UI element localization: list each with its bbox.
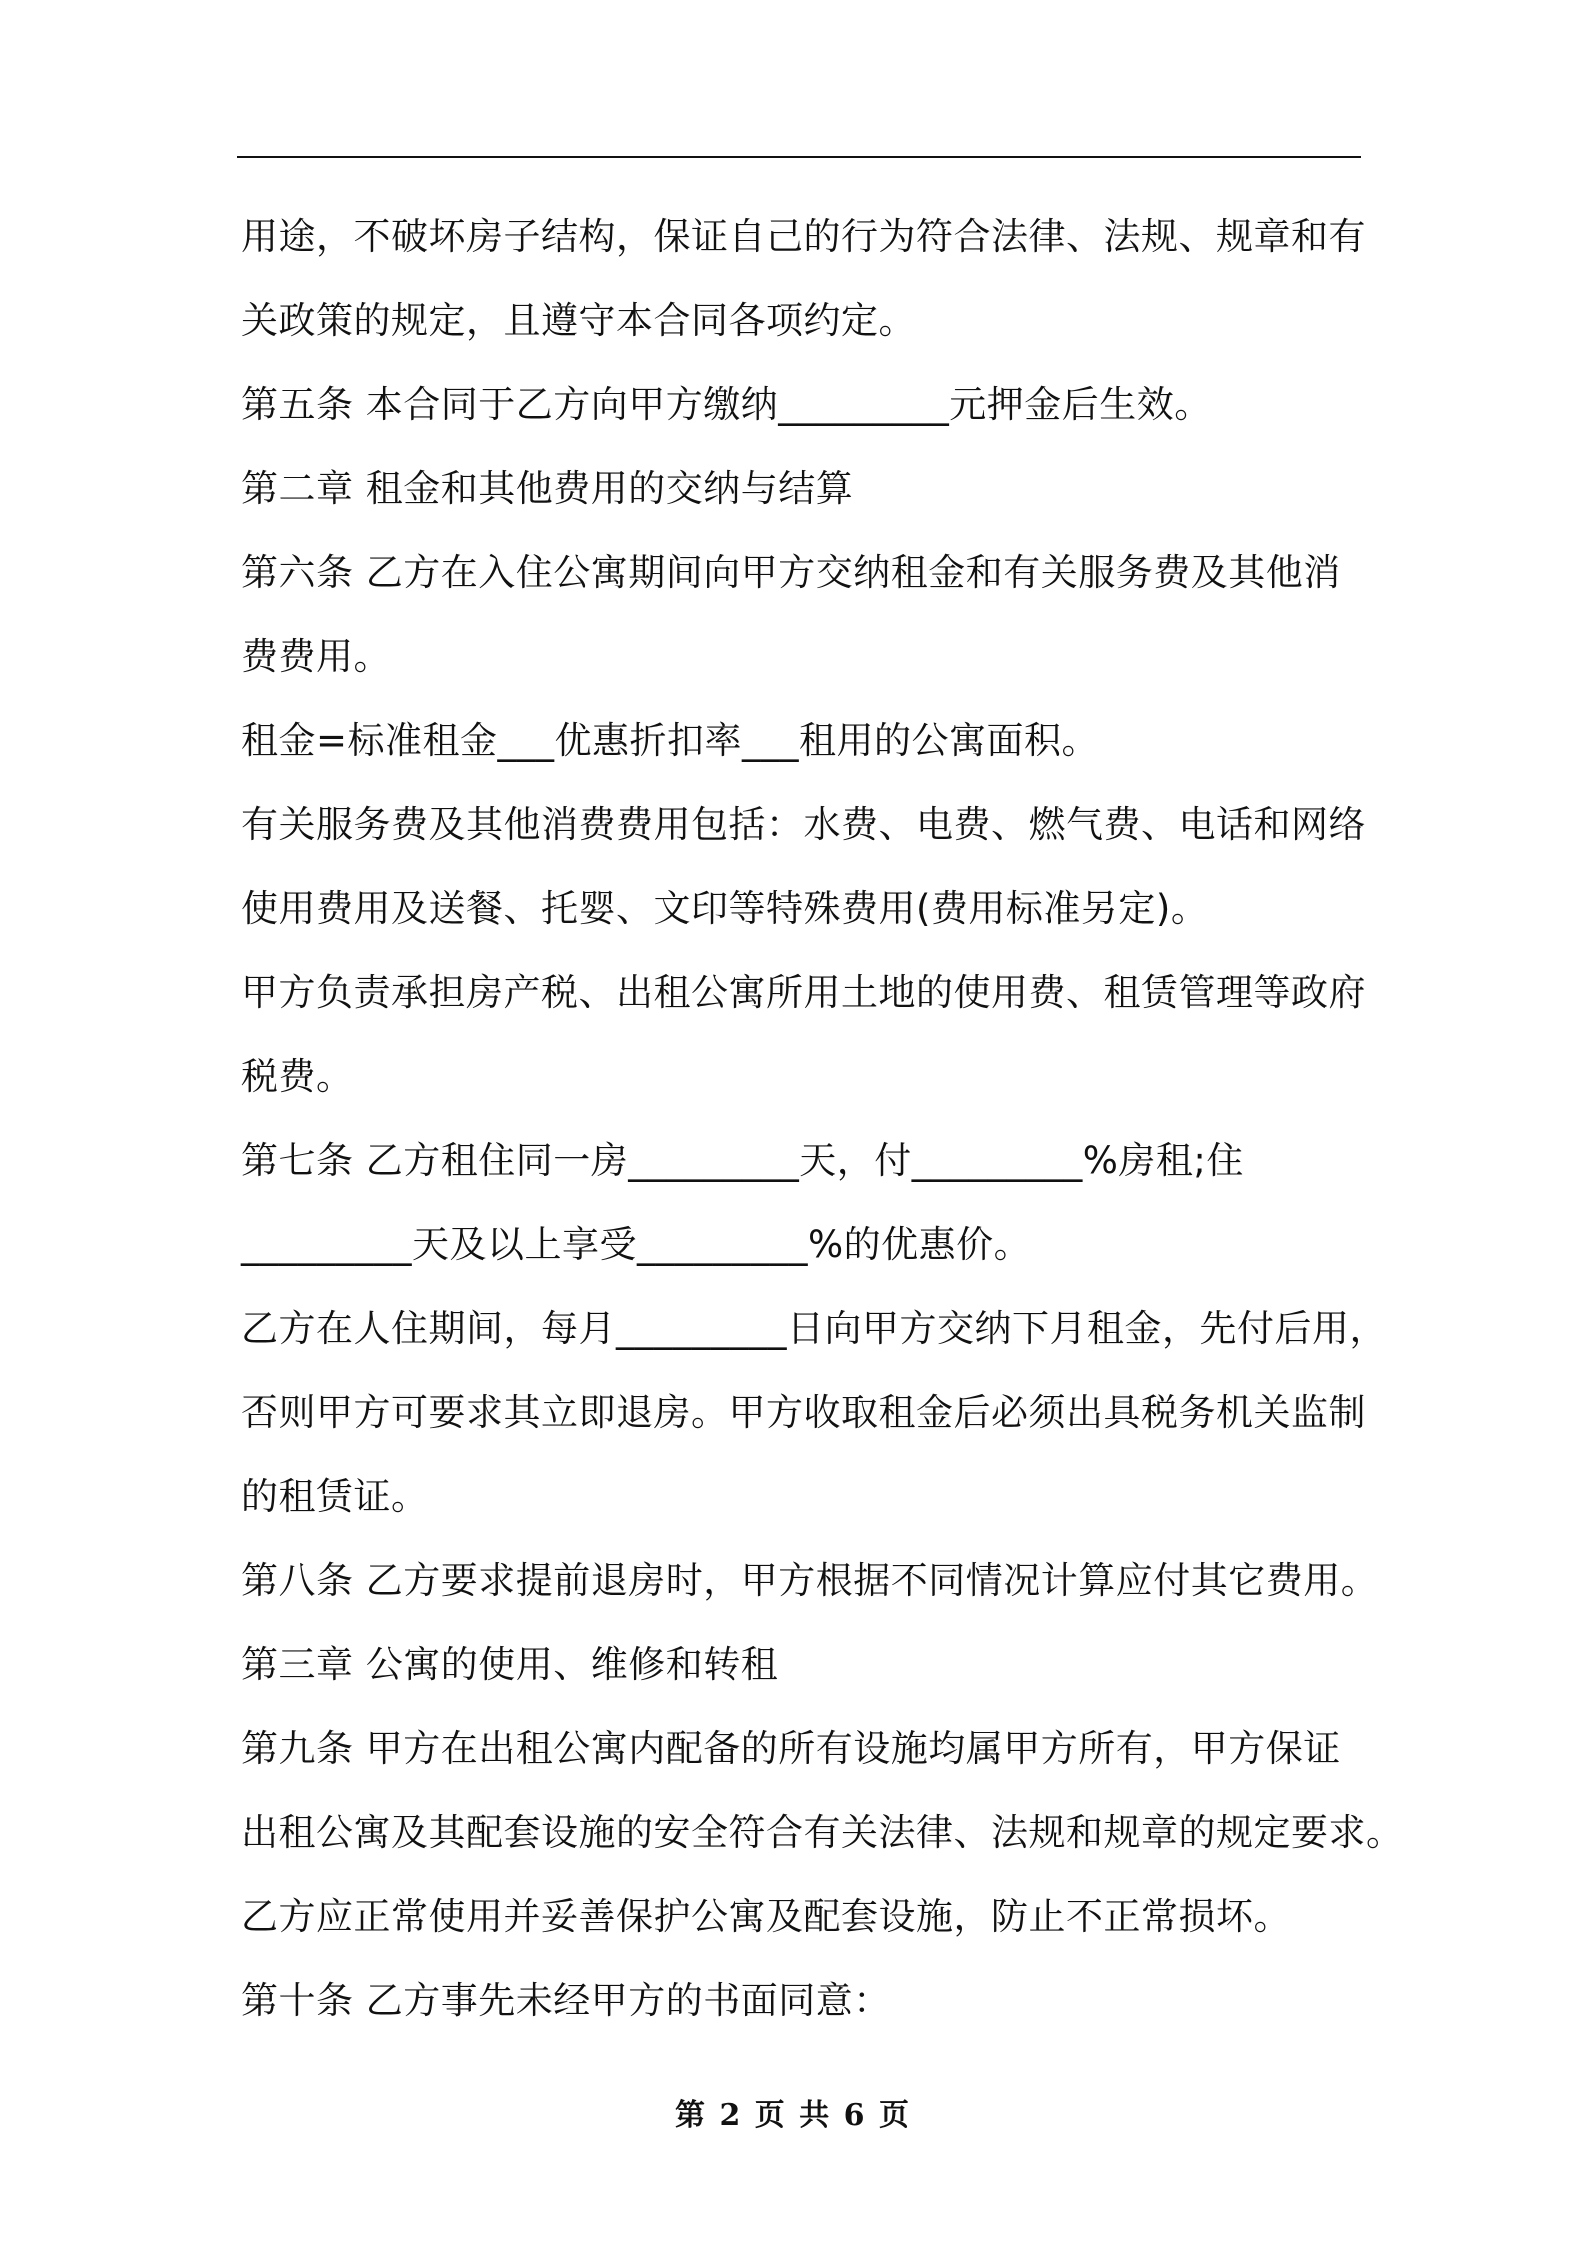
text-line: 使用费用及送餐、托婴、文印等特殊费用(费用标准另定)。 bbox=[241, 887, 1209, 930]
text-line: 有关服务费及其他消费费用包括：水费、电费、燃气费、电话和网络 bbox=[241, 803, 1366, 846]
text-line: 乙方应正常使用并妥善保护公寓及配套设施，防止不正常损坏。 bbox=[241, 1895, 1291, 1938]
rent-formula: 租金=标准租金___优惠折扣率___租用的公寓面积。 bbox=[241, 719, 1100, 762]
article-5: 第五条 本合同于乙方向甲方缴纳_________元押金后生效。 bbox=[241, 383, 1212, 426]
header-rule bbox=[237, 156, 1361, 158]
text-line: 关政策的规定，且遵守本合同各项约定。 bbox=[241, 299, 916, 342]
document-body bbox=[241, 195, 1404, 2043]
text-line: _________天及以上享受_________%的优惠价。 bbox=[241, 1223, 1032, 1266]
article-8: 第八条 乙方要求提前退房时，甲方根据不同情况计算应付其它费用。 bbox=[241, 1559, 1379, 1602]
article-10: 第十条 乙方事先未经甲方的书面同意： bbox=[241, 1979, 891, 2022]
text-line: 用途，不破坏房子结构，保证自己的行为符合法律、法规、规章和有 bbox=[241, 215, 1366, 258]
text-line: 甲方负责承担房产税、出租公寓所用土地的使用费、租赁管理等政府 bbox=[241, 971, 1366, 1014]
text-line: 否则甲方可要求其立即退房。甲方收取租金后必须出具税务机关监制 bbox=[241, 1391, 1366, 1434]
article-6: 第六条 乙方在入住公寓期间向甲方交纳租金和有关服务费及其他消 bbox=[241, 551, 1341, 594]
text-line: 乙方在人住期间，每月_________日向甲方交纳下月租金，先付后用， bbox=[241, 1307, 1387, 1350]
text-line: 的租赁证。 bbox=[241, 1475, 429, 1518]
article-9: 第九条 甲方在出租公寓内配备的所有设施均属甲方所有，甲方保证 bbox=[241, 1727, 1341, 1770]
page-number: 第 2 页 共 6 页 bbox=[675, 2098, 911, 2133]
chapter-2-heading: 第二章 租金和其他费用的交纳与结算 bbox=[241, 467, 854, 510]
chapter-3-heading: 第三章 公寓的使用、维修和转租 bbox=[241, 1643, 779, 1686]
text-line: 费费用。 bbox=[241, 635, 391, 678]
article-7: 第七条 乙方租住同一房_________天，付_________%房租;住 bbox=[241, 1139, 1244, 1182]
text-line: 出租公寓及其配套设施的安全符合有关法律、法规和规章的规定要求。 bbox=[241, 1811, 1404, 1854]
text-line: 税费。 bbox=[241, 1055, 354, 1098]
